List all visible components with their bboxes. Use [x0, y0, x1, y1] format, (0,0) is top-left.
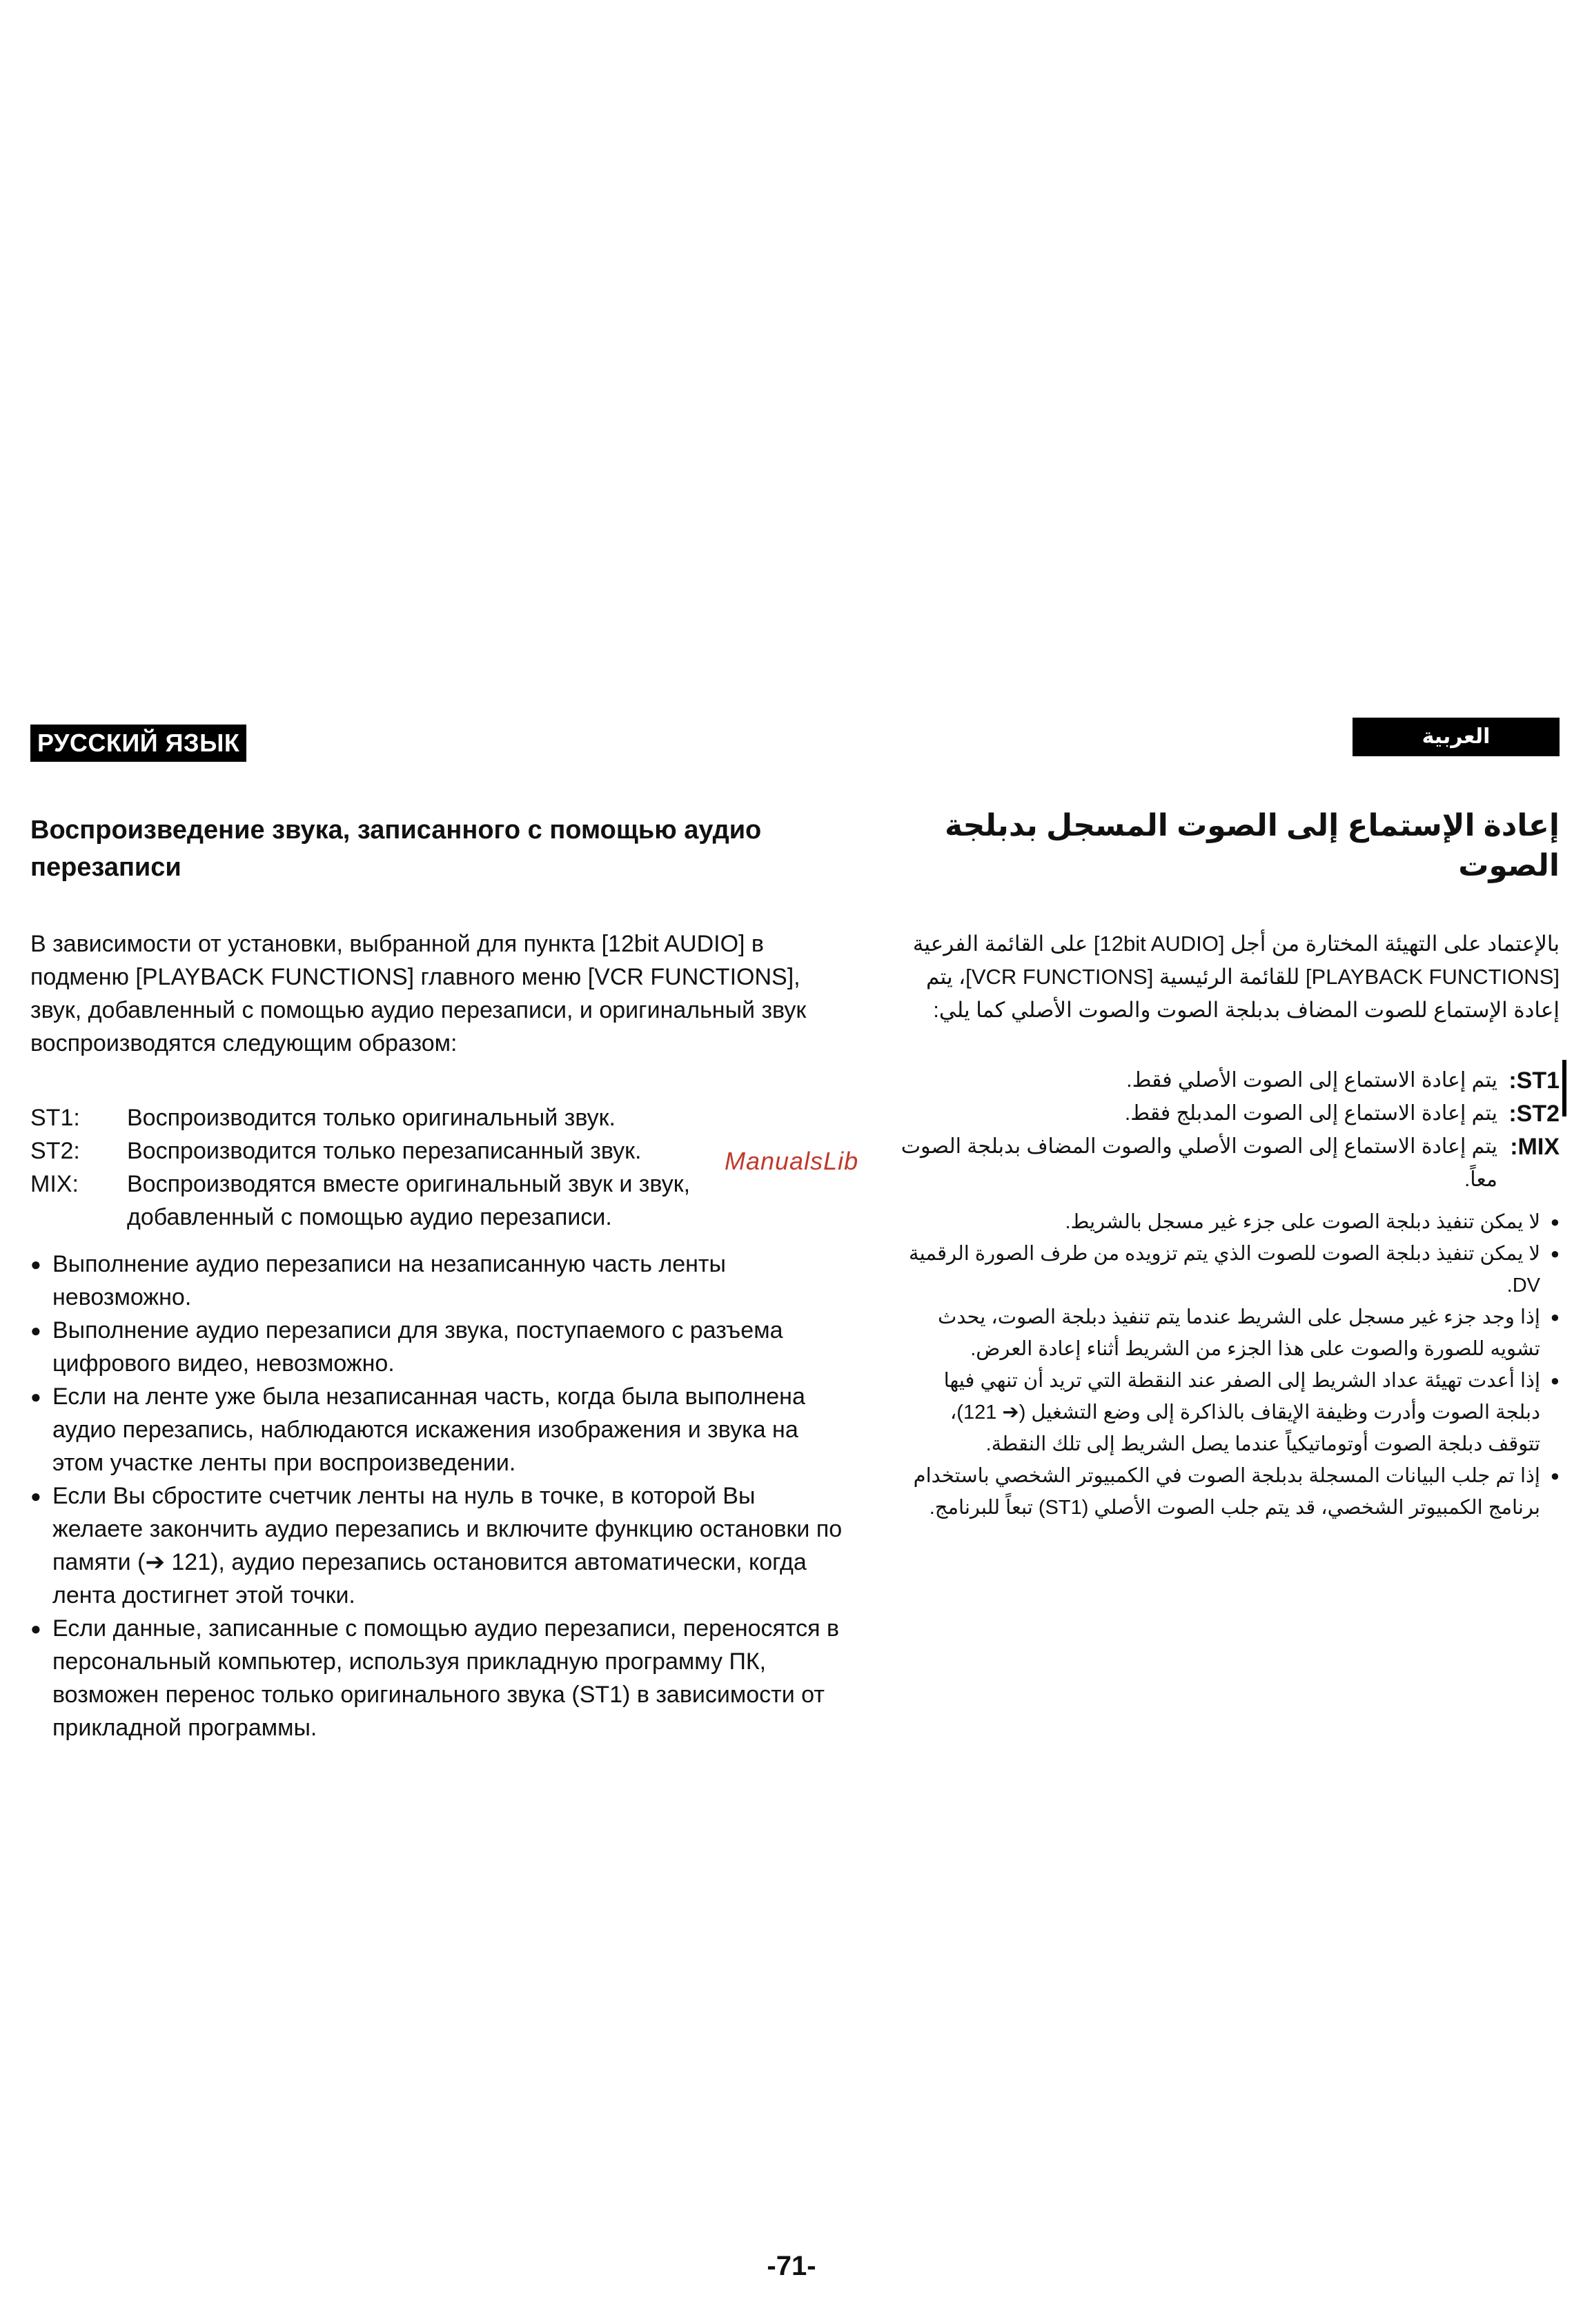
- arabic-mode-list: [897, 1064, 1560, 1197]
- mode-term: ST1:: [30, 1105, 80, 1131]
- mode-description: Воспроизводится только перезаписанный звук.: [127, 1138, 642, 1164]
- arabic-column: [897, 718, 1560, 1524]
- arabic-mode-row: [897, 1064, 1560, 1097]
- russian-note-item: ● Выполнение аудио перезаписи для звука, поступаемого с разъема цифрового видео, невозможно.: [30, 1314, 846, 1380]
- mode-term: ST2:: [1508, 1101, 1560, 1127]
- arabic-note-item: ● إذا تم جلب البيانات المسجلة بدبلجة الصوت في الكمبيوتر الشخصي باستخدام برنامج الكمبيوتر الشخصي، قد يتم جلب الصوت الأصلي (ST1) تبعاً للبرنامج.: [897, 1460, 1560, 1524]
- russian-note-item: ● Если на ленте уже была незаписанная часть, когда была выполнена аудио перезапись, наблюдаются искажения изображения и звука на этом участке ленты при воспроизведении.: [30, 1380, 846, 1479]
- arabic-mode-row: [897, 1130, 1560, 1197]
- arabic-note-item: ● إذا وجد جزء غير مسجل على الشريط عندما يتم تنفيذ دبلجة الصوت، يحدث تشويه للصورة والصوت على هذا الجزء من الشريط أثناء إعادة العرض.: [897, 1301, 1560, 1365]
- russian-note-item: ● Если данные, записанные с помощью аудио перезаписи, переносятся в персональный компьютер, используя прикладную программу ПК, возможен перенос только оригинального звука (ST1) в зависимости от прикладной программы.: [30, 1612, 846, 1744]
- arabic-section-title: إعادة الإستماع إلى الصوت المسجل بدبلجة الصوت: [944, 809, 1560, 883]
- russian-language-label: РУССКИЙ ЯЗЫК: [30, 725, 246, 762]
- russian-column: [30, 725, 845, 1744]
- mode-description: يتم إعادة الاستماع إلى الصوت المدبلج فقط.: [1124, 1102, 1497, 1125]
- mode-description: يتم إعادة الاستماع إلى الصوت الأصلي فقط.: [1126, 1069, 1497, 1092]
- arabic-notes-list: [897, 1206, 1560, 1524]
- russian-intro-paragraph: В зависимости от установки, выбранной для пункта [12bit AUDIO] в подменю [PLAYBACK FUNCTIONS] главного меню [VCR FUNCTIONS], звук, добавленный с помощью аудио перезаписи, и оригинальный звук воспроизводятся следующим образом:: [30, 931, 807, 1056]
- russian-mode-row: [30, 1134, 845, 1168]
- arabic-note-item: ● لا يمكن تنفيذ دبلجة الصوت على جزء غير مسجل بالشريط.: [897, 1206, 1560, 1238]
- mode-description: Воспроизводится только оригинальный звук.: [127, 1105, 616, 1131]
- russian-section-title: Воспроизведение звука, записанного с помощью аудио перезаписи: [30, 816, 762, 882]
- mode-term: ST1:: [1508, 1067, 1560, 1094]
- mode-term: MIX:: [1510, 1134, 1560, 1160]
- russian-mode-list: [30, 1101, 845, 1234]
- russian-note-item: ● Выполнение аудио перезаписи на незаписанную часть ленты невозможно.: [30, 1248, 846, 1314]
- page-number: -71-: [767, 2251, 816, 2281]
- mode-description: يتم إعادة الاستماع إلى الصوت الأصلي والصوت المضاف بدبلجة الصوت معاً.: [901, 1135, 1497, 1191]
- arabic-note-item: ● إذا أعدت تهيئة عداد الشريط إلى الصفر عند النقطة التي تريد أن تنهي فيها دبلجة الصوت وأدرت وظيفة الإيقاف بالذاكرة إلى وضع التشغيل (➔ 121)، تتوقف دبلجة الصوت أوتوماتيكياً عندما يصل الشريط إلى تلك النقطة.: [897, 1365, 1560, 1460]
- russian-note-item: ● Если Вы сбростите счетчик ленты на нуль в точке, в которой Вы желаете закончить аудио перезапись и включите функцию остановки по памяти (➔ 121), аудио перезапись остановится автоматически, когда лента достигнет этой точки.: [30, 1479, 846, 1612]
- mode-term: MIX:: [30, 1171, 79, 1197]
- russian-notes-list: [30, 1248, 845, 1744]
- arabic-language-label: العربية: [1353, 718, 1560, 756]
- russian-mode-row: [30, 1168, 845, 1234]
- mode-description: Воспроизводятся вместе оригинальный звук и звук, добавленный с помощью аудио перезаписи.: [127, 1171, 691, 1230]
- arabic-intro-paragraph: بالإعتماد على التهيئة المختارة من أجل [12bit AUDIO] على القائمة الفرعية [PLAYBACK FUNCTIONS] للقائمة الرئيسية [VCR FUNCTIONS]، يتم إعادة الإستماع للصوت المضاف بدبلجة الصوت والصوت الأصلي كما يلي:: [912, 932, 1560, 1022]
- mode-term: ST2:: [30, 1138, 80, 1164]
- arabic-note-item: ● لا يمكن تنفيذ دبلجة الصوت للصوت الذي يتم تزويده من طرف الصورة الرقمية DV.: [897, 1238, 1560, 1301]
- russian-mode-row: [30, 1101, 845, 1134]
- watermark-text: ManualsLib: [725, 1147, 859, 1175]
- arabic-label-wrapper: [897, 718, 1560, 756]
- margin-tab-mark: [1562, 1060, 1566, 1116]
- arabic-mode-row: [897, 1097, 1560, 1130]
